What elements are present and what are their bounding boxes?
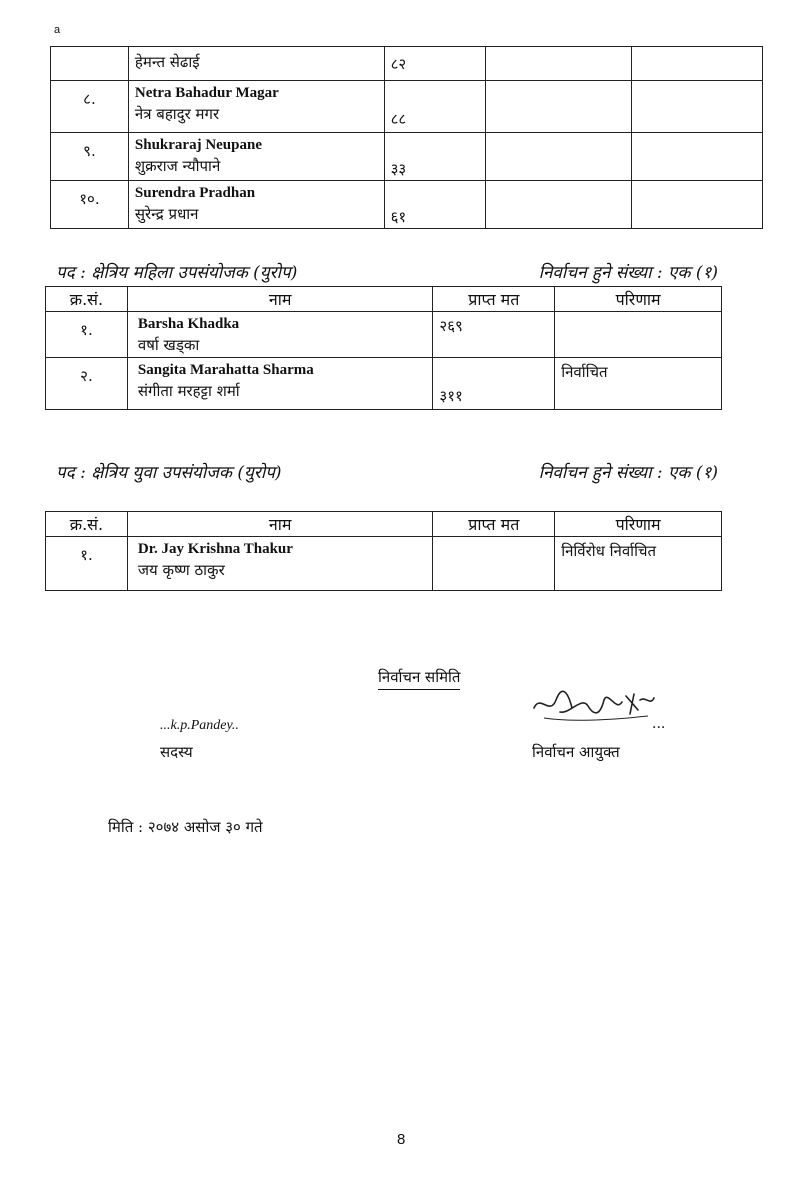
votes-cell: ३३: [384, 133, 486, 181]
votes-cell: २६९: [433, 312, 555, 358]
candidate-name-en: Dr. Jay Krishna Thakur: [137, 541, 293, 557]
serial-cell: १.: [46, 537, 128, 591]
result-cell: निर्वाचित: [555, 358, 722, 410]
serial-cell: ९.: [51, 133, 129, 181]
candidate-name-en: Netra Bahadur Magar: [134, 85, 279, 101]
candidate-name-np: शुक्रराज न्यौपाने: [134, 157, 221, 175]
result-cell: निर्विरोध निर्वाचित: [555, 537, 722, 591]
header-name: नाम: [127, 512, 433, 537]
blank-cell: [632, 181, 763, 229]
candidate-name-np: संगीता मरहट्टा शर्मा: [137, 382, 240, 400]
name-cell: [128, 133, 384, 181]
commissioner-dots: ...: [652, 716, 666, 732]
candidate-name-np: हेमन्त सेढाई: [134, 53, 200, 71]
women-deputy-table: [45, 286, 722, 410]
header-result: परिणाम: [555, 512, 722, 537]
header-votes: प्राप्त मत: [433, 512, 555, 537]
votes-cell: ६१: [384, 181, 486, 229]
committee-title: निर्वाचन समिति: [378, 667, 460, 690]
candidate-name-en: Sangita Marahatta Sharma: [137, 362, 314, 378]
commissioner-signature-image: [530, 686, 655, 726]
serial-cell: २.: [46, 358, 128, 410]
post-title: पद : क्षेत्रिय महिला उपसंयोजक (युरोप): [56, 263, 298, 283]
votes-cell: [433, 537, 555, 591]
blank-cell: [632, 81, 763, 133]
commissioner-label: निर्वाचन आयुक्त: [532, 743, 620, 761]
header-name: नाम: [127, 287, 433, 312]
result-cell: [486, 133, 632, 181]
votes-cell: ८२: [384, 47, 486, 81]
youth-deputy-table: [45, 511, 722, 591]
table-row: [51, 47, 763, 81]
name-cell: [127, 358, 433, 410]
result-cell: [486, 181, 632, 229]
header-sn: क्र.सं.: [46, 287, 128, 312]
votes-cell: ३११: [433, 358, 555, 410]
table-row: [46, 312, 722, 358]
table-row: [51, 181, 763, 229]
name-cell: [128, 81, 384, 133]
corner-mark: a: [54, 24, 61, 36]
post-title: पद : क्षेत्रिय युवा उपसंयोजक (युरोप): [56, 463, 282, 483]
candidate-name-en: Barsha Khadka: [137, 316, 240, 332]
name-cell: [127, 312, 433, 358]
candidate-name-np: जय कृष्ण ठाकुर: [137, 561, 225, 579]
table-header-row: [46, 287, 722, 312]
table-row: [51, 81, 763, 133]
blank-cell: [632, 47, 763, 81]
votes-cell: ८८: [384, 81, 486, 133]
candidates-table-continued: [50, 46, 763, 229]
candidate-name-np: सुरेन्द्र प्रधान: [134, 205, 199, 223]
seat-count: निर्वाचन हुने संख्या : एक (१): [538, 463, 718, 483]
table-header-row: [46, 512, 722, 537]
header-votes: प्राप्त मत: [433, 287, 555, 312]
header-result: परिणाम: [555, 287, 722, 312]
page-number: 8: [397, 1131, 406, 1148]
serial-cell: [51, 47, 129, 81]
table-row: [51, 133, 763, 181]
candidate-name-np: नेत्र बहादुर मगर: [134, 105, 220, 123]
member-label: सदस्य: [160, 743, 193, 761]
result-cell: [486, 81, 632, 133]
result-cell: [555, 312, 722, 358]
result-cell: [486, 47, 632, 81]
table-row: [46, 358, 722, 410]
candidate-name-np: वर्षा खड्का: [137, 336, 200, 354]
candidate-name-en: Shukraraj Neupane: [134, 137, 262, 153]
serial-cell: १०.: [51, 181, 129, 229]
seat-count: निर्वाचन हुने संख्या : एक (१): [538, 263, 718, 283]
serial-cell: ८.: [51, 81, 129, 133]
header-sn: क्र.सं.: [46, 512, 128, 537]
table-row: [46, 537, 722, 591]
name-cell: [128, 181, 384, 229]
name-cell: [128, 47, 384, 81]
name-cell: [127, 537, 433, 591]
blank-cell: [632, 133, 763, 181]
date-line: मिति : २०७४ असोज ३० गते: [108, 818, 263, 836]
candidate-name-en: Surendra Pradhan: [134, 185, 256, 201]
member-signature: ...k.p.Pandey..: [160, 718, 239, 733]
serial-cell: १.: [46, 312, 128, 358]
